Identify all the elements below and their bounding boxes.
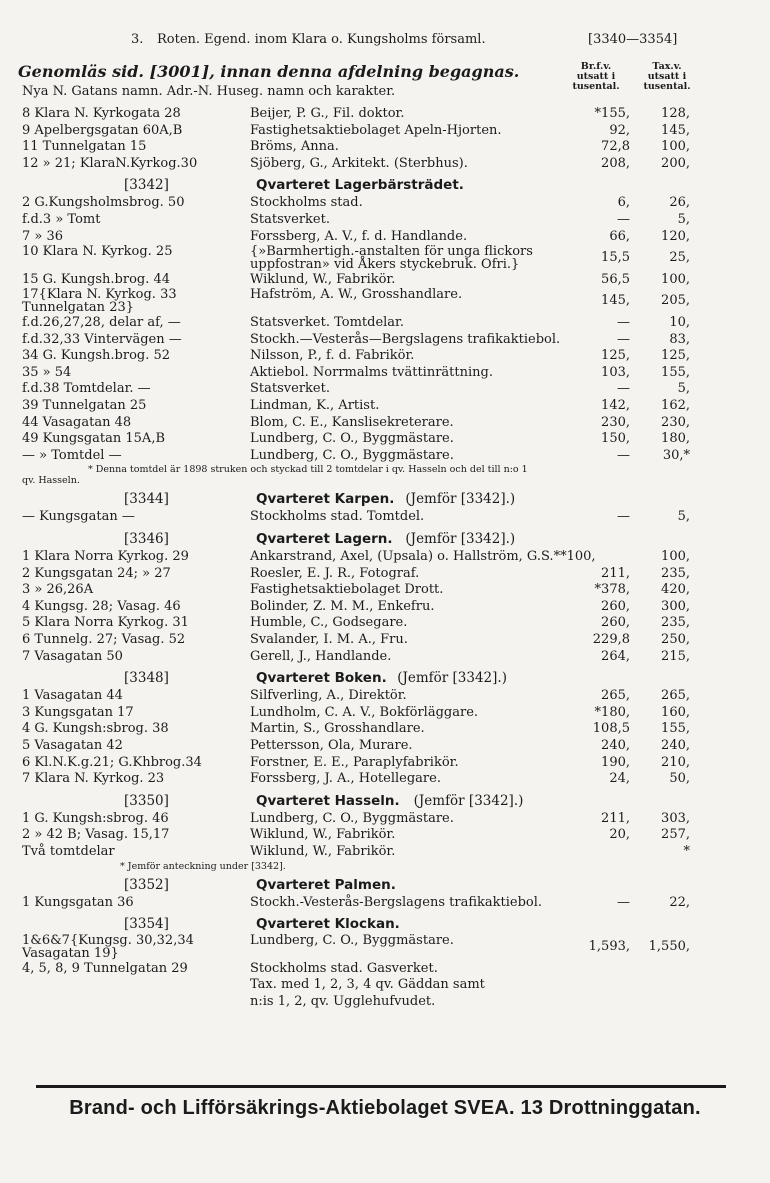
entry-brf-value: 72,8 — [601, 139, 630, 155]
entry-owner: Beijer, P. G., Fil. doktor. — [250, 106, 405, 121]
entry-address: 2 » 42 B; Vasag. 15,17 — [22, 827, 170, 843]
entry-tax-value: 265, — [661, 688, 690, 704]
entry-row — [0, 895, 770, 911]
entry-address: 9 Apelbergsgatan 60A,B — [22, 122, 183, 138]
entry-row — [0, 288, 770, 314]
entry-tax-value: 5, — [677, 509, 690, 525]
entry-row — [0, 549, 770, 565]
entry-address: 7 Klara N. Kyrkog. 23 — [22, 771, 165, 787]
entry-tax-value: 128, — [661, 106, 690, 121]
entry-row — [0, 348, 770, 364]
entry-row — [0, 827, 770, 843]
entry-brf-value: 211, — [601, 565, 630, 581]
entry-brf-value: 142, — [601, 398, 630, 413]
entry-owner: Humble, C., Godsegare. — [250, 615, 408, 631]
section-heading — [0, 176, 770, 194]
entry-brf-value: 260, — [601, 598, 630, 614]
entry-owner: Stockh.-Vesterås-Bergslagens trafikaktiebol. — [250, 894, 543, 910]
footnote: qv. Hasseln. — [22, 475, 80, 487]
entry-address: 1 Klara Norra Kyrkog. 29 — [22, 549, 189, 564]
entry-tax-value: 205, — [661, 293, 690, 309]
entry-row — [0, 315, 770, 331]
entry-row — [0, 599, 770, 615]
entry-tax-value: 83, — [669, 331, 690, 347]
entry-tax-value: 210, — [661, 754, 690, 770]
entry-owner: Stockholms stad. Tomtdel. — [250, 509, 425, 525]
entry-owner: Lundberg, C. O., Byggmästare. — [250, 933, 454, 949]
section-name: Qvarteret Karpen. — [256, 491, 395, 508]
entry-row — [0, 566, 770, 582]
entry-address: 5 Klara Norra Kyrkog. 31 — [22, 615, 189, 631]
entry-owner: Fastighetsaktiebolaget Drott. — [250, 582, 444, 598]
entry-brf-value: *180, — [594, 704, 630, 720]
entry-tax-value: 145, — [661, 122, 690, 138]
entry-address: 4 G. Kungsh:sbrog. 38 — [22, 721, 169, 737]
entry-address: f.d.26,27,28, delar af, — — [22, 315, 181, 330]
entry-row — [0, 272, 770, 288]
entry-address: 44 Vasagatan 48 — [22, 414, 132, 430]
entry-tax-value: 5, — [677, 381, 690, 397]
section-name: Qvarteret Lagerbärsträdet. — [256, 177, 464, 194]
entry-brf-value: 15,5 — [601, 250, 630, 266]
entry-row — [0, 755, 770, 771]
entry-brf-value: — — [617, 381, 630, 397]
entry-row — [0, 381, 770, 397]
entry-owner: Lundberg, C. O., Byggmästare. — [250, 447, 454, 463]
entry-address: 7 Vasagatan 50 — [22, 648, 123, 664]
entry-owner: Lindman, K., Artist. — [250, 398, 380, 413]
entry-owner: Gerell, J., Handlande. — [250, 648, 392, 664]
entry-owner: Statsverket. Tomtdelar. — [250, 315, 404, 330]
entry-address: 4 Kungsg. 28; Vasag. 46 — [22, 598, 181, 614]
entry-owner: Blom, C. E., Kanslisekreterare. — [250, 414, 454, 430]
section-name: Qvarteret Klockan. — [256, 916, 400, 933]
entry-tax-value: 100, — [661, 271, 690, 287]
section-name: Qvarteret Hasseln. — [256, 792, 400, 809]
entry-owner: Sjöberg, G., Arkitekt. (Sterbhus). — [250, 155, 468, 171]
entry-row — [0, 738, 770, 754]
entry-owner: Lundholm, C. A. V., Bokförläggare. — [250, 704, 479, 720]
entry-brf-value: *378, — [594, 582, 630, 598]
entry-row — [0, 615, 770, 631]
header-range: [3340—3354] — [588, 32, 678, 47]
section-heading — [0, 915, 770, 933]
entry-owner: n:is 1, 2, qv. Ugglehufvudet. — [250, 994, 436, 1009]
footnote: * Jemför anteckning under [3342]. — [120, 860, 286, 872]
section-heading — [0, 530, 770, 548]
entry-row — [0, 195, 770, 211]
entry-address: 10 Klara N. Kyrkog. 25 — [22, 244, 173, 260]
section-name: Qvarteret Boken. — [256, 670, 387, 687]
entry-owner: Martin, S., Grosshandlare. — [250, 721, 425, 737]
entry-tax-value: 25, — [669, 250, 690, 266]
entry-tax-value: 257, — [661, 827, 690, 843]
entry-owner: Lundberg, C. O., Byggmästare. — [250, 810, 454, 826]
entry-address: 11 Tunnelgatan 15 — [22, 139, 147, 155]
entry-owner: Statsverket. — [250, 212, 330, 227]
section-note: (Jemför [3342].) — [413, 792, 524, 809]
entry-address: 4, 5, 8, 9 Tunnelgatan 29 — [22, 960, 188, 976]
entry-address: 39 Tunnelgatan 25 — [22, 398, 147, 413]
entry-owner: Wiklund, W., Fabrikör. — [250, 844, 396, 859]
entry-brf-value: 92, — [609, 122, 630, 138]
entry-brf-value: 125, — [601, 348, 630, 364]
entry-row — [0, 632, 770, 648]
entry-brf-value: *155, — [594, 106, 630, 121]
entry-row — [0, 106, 770, 122]
entry-owner: Svalander, I. M. A., Fru. — [250, 632, 408, 647]
entry-tax-value: 50, — [669, 771, 690, 787]
section-heading — [0, 792, 770, 810]
entry-brf-value: 145, — [601, 293, 630, 309]
entry-row — [0, 139, 770, 155]
section-code: [3342] — [124, 177, 169, 194]
entry-brf-value: 56,5 — [601, 271, 630, 287]
section-note: (Jemför [3342].) — [405, 491, 516, 508]
subtitle: Genomläs sid. [3001], innan denna afdelning begagnas. — [18, 62, 520, 81]
entry-tax-value: 200, — [661, 155, 690, 171]
entry-brf-value: 103, — [601, 364, 630, 380]
entry-owner: Forstner, E. E., Paraplyfabrikör. — [250, 754, 459, 770]
entry-tax-value: 10, — [669, 315, 690, 330]
entry-row — [0, 156, 770, 172]
entry-owner: Stockholms stad. Gasverket. — [250, 960, 438, 976]
entry-tax-value: 303, — [661, 810, 690, 826]
section-heading — [0, 490, 770, 508]
column-header-left: Nya N. Gatans namn. Adr.-N. Huseg. namn och karakter. — [22, 84, 396, 99]
entry-address: 6 Kl.N.K.g.21; G.Khbrog.34 — [22, 754, 202, 770]
entry-owner: Fastighetsaktiebolaget Apeln-Hjorten. — [250, 122, 502, 138]
entry-row — [0, 844, 770, 860]
entry-row — [0, 431, 770, 447]
section-code: [3354] — [124, 916, 169, 933]
entry-owner: Ankarstrand, Axel, (Upsala) o. Hallström, G.S.**100, — [250, 549, 596, 564]
entry-brf-value: 240, — [601, 738, 630, 753]
entry-owner: Forssberg, J. A., Hotellegare. — [250, 771, 441, 787]
entry-brf-value: — — [617, 331, 630, 347]
entry-brf-value: 20, — [609, 827, 630, 843]
entry-brf-value: 230, — [601, 414, 630, 430]
entry-owner: Silfverling, A., Direktör. — [250, 688, 407, 704]
header-text: Roten. Egend. inom Klara o. Kungsholms församl. — [157, 32, 486, 47]
col-bf-header: Br.f.v. utsatt i tusental. — [572, 61, 620, 92]
entry-row — [0, 245, 770, 271]
section-code: [3348] — [124, 670, 169, 687]
entry-address: 12 » 21; KlaraN.Kyrkog.30 — [22, 155, 198, 171]
entry-tax-value: 160, — [661, 704, 690, 720]
entry-address: 17{Klara N. Kyrkog. 33 Tunnelgatan 23} — [22, 287, 177, 316]
entry-row — [0, 229, 770, 245]
entry-tax-value: 230, — [661, 414, 690, 430]
entry-brf-value: 229,8 — [592, 632, 630, 647]
entry-row — [0, 509, 770, 525]
entry-owner: Stockh.—Vesterås—Bergslagens trafikaktiebol. — [250, 331, 561, 347]
entry-brf-value: 1,593, — [588, 939, 630, 955]
entry-address: 15 G. Kungsh.brog. 44 — [22, 271, 171, 287]
section-heading — [0, 876, 770, 894]
entry-owner: Nilsson, P., f. d. Fabrikör. — [250, 348, 415, 364]
entry-address: 34 G. Kungsh.brog. 52 — [22, 348, 171, 364]
section-note: (Jemför [3342].) — [397, 670, 507, 687]
page-number: 3. — [131, 32, 144, 47]
entry-address: — Kungsgatan — — [22, 509, 135, 525]
entry-address: 3 » 26,26A — [22, 582, 94, 598]
entry-address: 5 Vasagatan 42 — [22, 738, 123, 753]
entry-row — [0, 582, 770, 598]
section-code: [3350] — [124, 792, 169, 809]
entry-address: 35 » 54 — [22, 364, 72, 380]
entry-owner: Wiklund, W., Fabrikör. — [250, 827, 396, 843]
entry-brf-value: 6, — [617, 195, 630, 211]
entry-brf-value: 66, — [609, 228, 630, 244]
entry-owner: Lundberg, C. O., Byggmästare. — [250, 431, 454, 447]
footnote: * Denna tomtdel är 1898 struken och styckad till 2 tomtdelar i qv. Hasseln och del till n:o 1 — [88, 464, 528, 476]
entry-brf-value: 260, — [601, 615, 630, 631]
section-note: (Jemför [3342].) — [405, 531, 516, 547]
entry-address: 8 Klara N. Kyrkogata 28 — [22, 106, 181, 121]
entry-brf-value: — — [617, 447, 630, 463]
entry-owner: Hafström, A. W., Grosshandlare. — [250, 287, 463, 303]
entry-row — [0, 771, 770, 787]
entry-tax-value: 22, — [669, 894, 690, 910]
entry-tax-value: 155, — [661, 721, 690, 737]
entry-tax-value: 26, — [669, 195, 690, 211]
entry-address: — » Tomtdel — — [22, 447, 122, 463]
entry-row — [0, 212, 770, 228]
entry-row — [0, 721, 770, 737]
entry-address: Två tomtdelar — [22, 844, 115, 859]
entry-row — [0, 365, 770, 381]
entry-owner: Wiklund, W., Fabrikör. — [250, 271, 396, 287]
entry-address: f.d.3 » Tomt — [22, 212, 101, 227]
section-name: Qvarteret Palmen. — [256, 876, 396, 893]
entry-address: 6 Tunnelg. 27; Vasag. 52 — [22, 632, 186, 647]
entry-address: 7 » 36 — [22, 228, 64, 244]
entry-owner: Aktiebol. Norrmalms tvättinrättning. — [250, 364, 493, 380]
entry-brf-value: — — [617, 315, 630, 330]
entry-brf-value: — — [617, 894, 630, 910]
entry-brf-value: — — [617, 212, 630, 227]
entry-brf-value: 211, — [601, 810, 630, 826]
entry-owner: Pettersson, Ola, Murare. — [250, 738, 413, 753]
entry-address: 2 G.Kungsholmsbrog. 50 — [22, 195, 185, 211]
section-code: [3346] — [124, 531, 169, 547]
section-heading — [0, 669, 770, 687]
entry-brf-value: 24, — [609, 771, 630, 787]
entry-tax-value: 30,* — [662, 447, 690, 463]
entry-address: f.d.38 Tomtdelar. — — [22, 381, 151, 397]
advert-banner: Brand- och Lifförsäkrings-Aktiebolaget SVEA. 13 Drottninggatan. — [69, 1097, 701, 1119]
entry-address: 1&6&7{Kungsg. 30,32,34 Vasagatan 19} — [22, 933, 194, 962]
entry-brf-value: 190, — [601, 754, 630, 770]
banner-rule-top — [36, 1085, 726, 1088]
entry-owner: Stockholms stad. — [250, 195, 363, 211]
entry-tax-value: 235, — [661, 565, 690, 581]
entry-row — [0, 332, 770, 348]
entry-tax-value: 120, — [661, 228, 690, 244]
entry-brf-value: 150, — [601, 431, 630, 447]
entry-row — [0, 705, 770, 721]
entry-brf-value: 108,5 — [592, 721, 630, 737]
entry-address: 49 Kungsgatan 15A,B — [22, 431, 166, 447]
entry-brf-value: 208, — [601, 155, 630, 171]
entry-address: 1 G. Kungsh:sbrog. 46 — [22, 810, 169, 826]
entry-row — [0, 688, 770, 704]
entry-tax-value: 215, — [661, 648, 690, 664]
entry-owner: Bröms, Anna. — [250, 139, 339, 155]
entry-row — [0, 398, 770, 414]
section-code: [3352] — [124, 876, 169, 893]
entry-tax-value: 300, — [661, 598, 690, 614]
entry-row — [0, 649, 770, 665]
entry-tax-value: 5, — [677, 212, 690, 227]
col-tax-header: Tax.v. utsatt i tusental. — [643, 61, 691, 92]
entry-row — [0, 123, 770, 139]
entry-owner: Statsverket. — [250, 381, 330, 397]
entry-row — [0, 934, 770, 960]
entry-address: 2 Kungsgatan 24; » 27 — [22, 565, 171, 581]
entry-row — [0, 448, 770, 464]
entry-tax-value: 100, — [661, 139, 690, 155]
entry-owner: {»Barmhertigh.-anstalten för unga flickors uppfostran» vid Åkers styckebruk. Ofri.} — [250, 244, 533, 273]
entry-tax-value: * — [683, 844, 690, 859]
entry-brf-value: 264, — [601, 648, 630, 664]
entry-row — [0, 811, 770, 827]
column-header-row — [0, 84, 770, 100]
entry-owner: Bolinder, Z. M. M., Enkefru. — [250, 598, 435, 614]
entry-owner: Forssberg, A. V., f. d. Handlande. — [250, 228, 468, 244]
entry-address: f.d.32,33 Vintervägen — — [22, 331, 182, 347]
entry-tax-value: 125, — [661, 348, 690, 364]
entry-tax-value: 162, — [661, 398, 690, 413]
entry-row — [0, 977, 770, 993]
entry-tax-value: 100, — [661, 549, 690, 564]
entry-owner: Tax. med 1, 2, 3, 4 qv. Gäddan samt — [250, 977, 485, 993]
entry-tax-value: 250, — [661, 632, 690, 647]
entry-row — [0, 961, 770, 977]
section-code: [3344] — [124, 491, 169, 508]
section-name: Qvarteret Lagern. — [256, 531, 393, 547]
entry-tax-value: 240, — [661, 738, 690, 753]
entry-owner: Roesler, E. J. R., Fotograf. — [250, 565, 420, 581]
entry-brf-value: 265, — [601, 688, 630, 704]
entry-tax-value: 420, — [661, 582, 690, 598]
entry-tax-value: 155, — [661, 364, 690, 380]
entry-row — [0, 994, 770, 1010]
entry-address: 3 Kungsgatan 17 — [22, 704, 134, 720]
entry-tax-value: 180, — [661, 431, 690, 447]
entry-tax-value: 1,550, — [648, 939, 690, 955]
entry-tax-value: 235, — [661, 615, 690, 631]
entry-address: 1 Kungsgatan 36 — [22, 894, 134, 910]
entry-address: 1 Vasagatan 44 — [22, 688, 123, 704]
entry-brf-value: — — [617, 509, 630, 525]
entry-row — [0, 415, 770, 431]
